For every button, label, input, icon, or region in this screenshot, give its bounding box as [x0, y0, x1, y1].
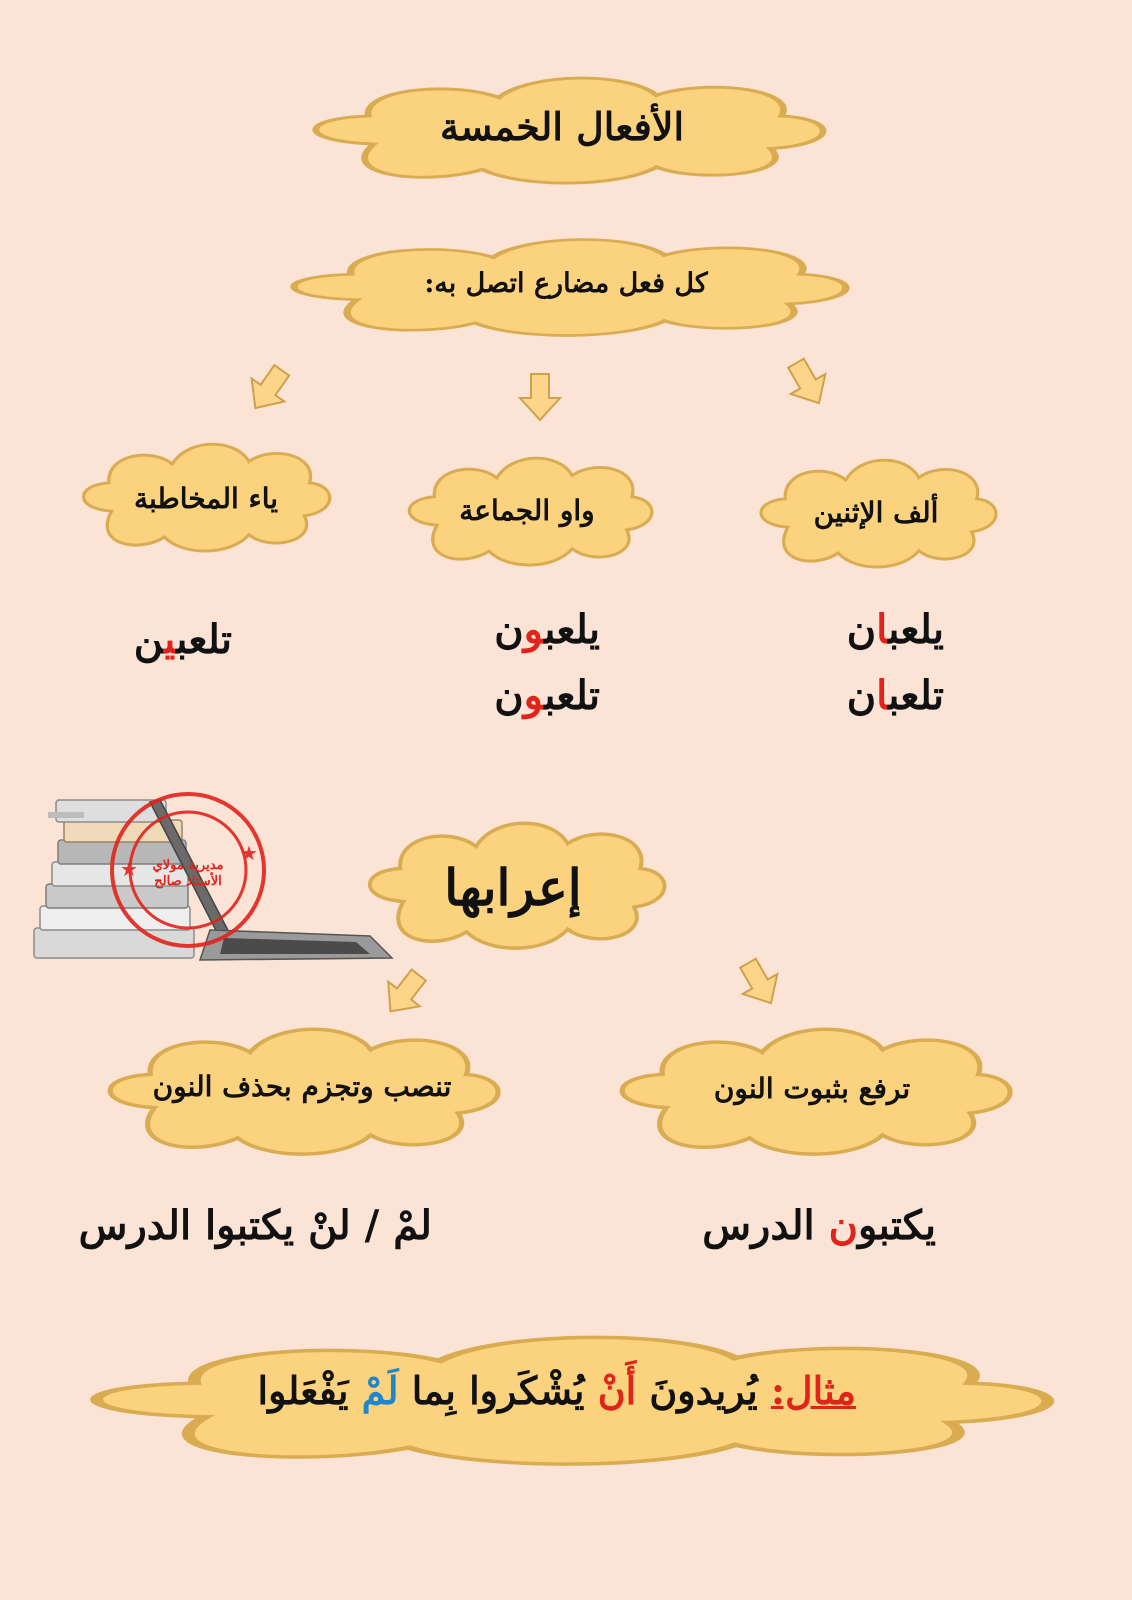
- irab-title: إعرابها: [444, 858, 582, 917]
- category-label-waw: واو الجماعة: [459, 494, 595, 527]
- raf-example: يكتبون الدرس: [702, 1202, 936, 1249]
- example-part: لَمْ: [361, 1368, 399, 1413]
- nasb-example: لمْ / لنْ يكتبوا الدرس: [78, 1202, 432, 1249]
- svg-text:★: ★: [240, 841, 258, 865]
- page-title: الأفعال الخمسة: [439, 104, 685, 149]
- arrow-down-icon: [520, 374, 560, 420]
- arrow-down-icon: [779, 353, 837, 413]
- category-label-alif: ألف الإثنين: [813, 496, 939, 529]
- svg-text:★: ★: [120, 857, 138, 881]
- verb-example: تلعبين: [133, 616, 232, 663]
- verb-example: تلعبون: [494, 672, 600, 719]
- subtitle: كل فعل مضارع اتصل به:: [424, 268, 708, 299]
- example-label: مثال:: [770, 1368, 856, 1413]
- example-part: يُشْكَروا بِما: [398, 1368, 598, 1413]
- example-part: يُريدون: [649, 1368, 771, 1413]
- arrow-down-icon: [375, 963, 435, 1024]
- nasb-label: تنصب وتجزم بحذف النون: [152, 1070, 452, 1103]
- stamp-text: مديرية مولاي الأستاذ صالح: [152, 858, 224, 889]
- example-part: أَنْ: [597, 1368, 650, 1413]
- verb-example: يلعبان: [846, 606, 944, 653]
- category-label-ya: ياء المخاطبة: [133, 482, 279, 515]
- verb-example: تلعبان: [846, 672, 944, 719]
- example-sentence: [258, 1368, 856, 1413]
- raf-label: ترفع بثبوت النون: [713, 1072, 911, 1105]
- verb-example: يلعبون: [494, 606, 600, 653]
- example-part: يَفْعَلوا: [257, 1368, 362, 1413]
- arrow-down-icon: [239, 359, 298, 420]
- arrow-down-icon: [731, 953, 789, 1013]
